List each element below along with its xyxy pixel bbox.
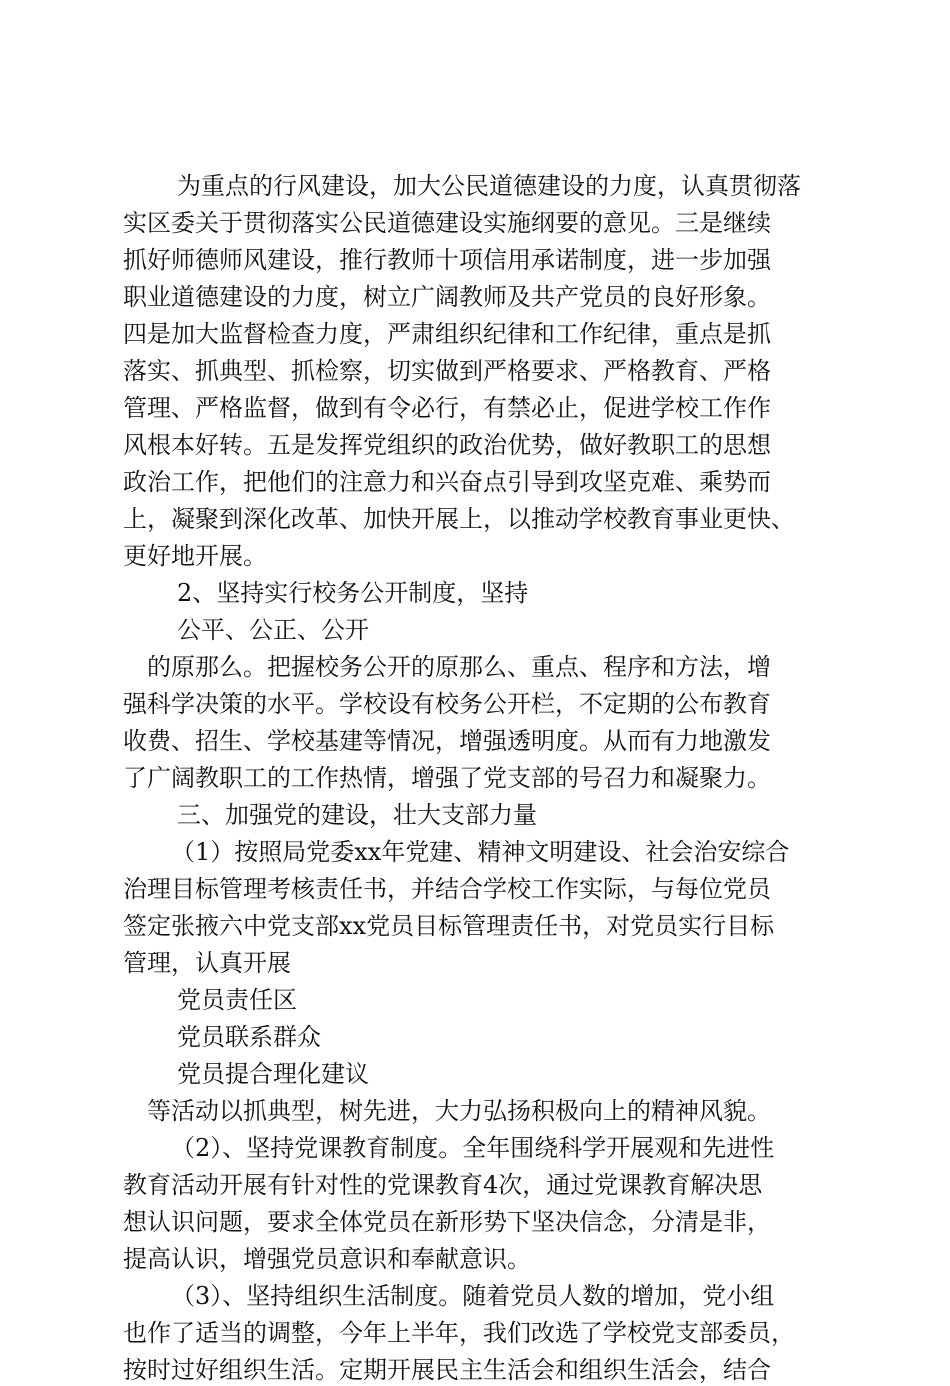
paragraph-line: 公平、公正、公开 [177,616,369,644]
paragraph-line: （2）、坚持党课教育制度。全年围绕科学开展观和先进性 [171,1134,775,1162]
paragraph-line: 收费、招生、学校基建等情况，增强透明度。从而有力地激发 [123,727,771,755]
paragraph-line: 强科学决策的水平。学校设有校务公开栏，不定期的公布教育 [123,690,771,718]
paragraph-line: 管理，认真开展 [123,949,291,977]
paragraph-line: 四是加大监督检查力度，严肃组织纪律和工作纪律，重点是抓 [123,320,771,348]
paragraph-line: 政治工作，把他们的注意力和兴奋点引导到攻坚克难、乘势而 [123,468,771,496]
paragraph-line: 2、坚持实行校务公开制度，坚持 [177,579,529,607]
paragraph-line: （1）按照局党委xx年党建、精神文明建设、社会治安综合 [171,838,790,866]
paragraph-line: 签定张掖六中党支部xx党员目标管理责任书，对党员实行目标 [123,912,775,940]
paragraph-line: 了广阔教职工的工作热情，增强了党支部的号召力和凝聚力。 [123,764,771,792]
paragraph-line: 管理、严格监督，做到有令必行，有禁必止，促进学校工作作 [123,394,771,422]
section-heading: 三、加强党的建设，壮大支部力量 [177,801,537,829]
paragraph-line: 上，凝聚到深化改革、加快开展上，以推动学校教育事业更快、 [123,505,795,533]
paragraph-line: 落实、抓典型、抓检察，切实做到严格要求、严格教育、严格 [123,357,771,385]
paragraph-line: 提高认识，增强党员意识和奉献意识。 [123,1245,531,1273]
paragraph-line: 党员联系群众 [177,1023,321,1051]
paragraph-line: 的原那么。把握校务公开的原那么、重点、程序和方法，增 [147,653,771,681]
paragraph-line: 按时过好组织生活。定期开展民主生活会和组织生活会，结合 [123,1356,771,1384]
paragraph-line: 抓好师德师风建设，推行教师十项信用承诺制度，进一步加强 [123,246,771,274]
paragraph-line: （3）、坚持组织生活制度。随着党员人数的增加，党小组 [171,1282,775,1310]
paragraph-line: 也作了适当的调整，今年上半年，我们改选了学校党支部委员， [123,1319,795,1347]
paragraph-line: 实区委关于贯彻落实公民道德建设实施纲要的意见。三是继续 [123,209,771,237]
paragraph-line: 等活动以抓典型，树先进，大力弘扬积极向上的精神风貌。 [147,1097,771,1125]
paragraph-line: 党员提合理化建议 [177,1060,369,1088]
paragraph-line: 更好地开展。 [123,542,267,570]
paragraph-line: 职业道德建设的力度，树立广阔教师及共产党员的良好形象。 [123,283,771,311]
paragraph-line: 治理目标管理考核责任书，并结合学校工作实际，与每位党员 [123,875,771,903]
paragraph-line: 为重点的行风建设，加大公民道德建设的力度，认真贯彻落 [177,172,801,200]
paragraph-line: 教育活动开展有针对性的党课教育4次，通过党课教育解决思 [123,1171,763,1199]
paragraph-line: 想认识问题，要求全体党员在新形势下坚决信念，分清是非， [123,1208,771,1236]
paragraph-line: 党员责任区 [177,986,297,1014]
paragraph-line: 风根本好转。五是发挥党组织的政治优势，做好教职工的思想 [123,431,771,459]
